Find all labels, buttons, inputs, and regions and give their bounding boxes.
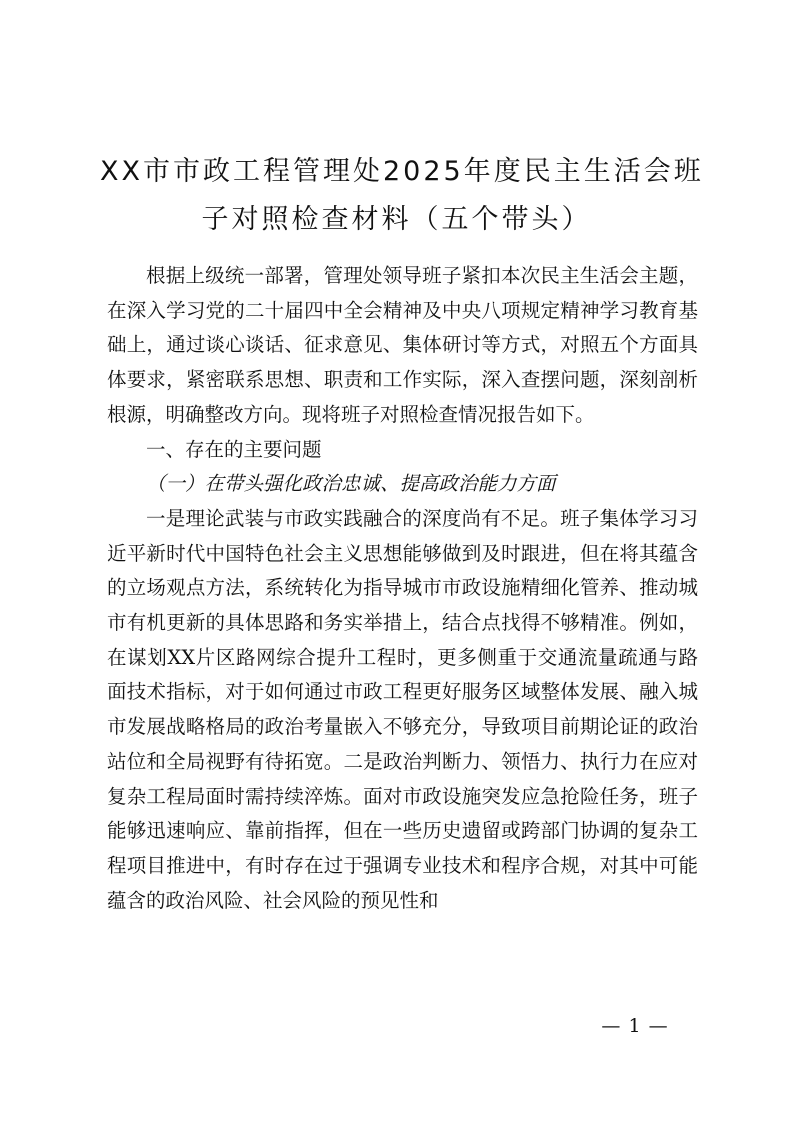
body-paragraph: 一是理论武装与市政实践融合的深度尚有不足。班子集体学习习近平新时代中国特色社会主义思想能够做到及时跟进，但在将其蕴含的立场观点方法，系统转化为指导城市市政设施精细化管养、推动城市有机更新的具体思路和务实举措上，结合点找得不够精准。例如，在谋划XX片区路网综合提升工程时，更多侧重于交通流量疏通与路面技术指标，对于如何通过市政工程更好服务区域整体发展、融入城市发展战略格局的政治考量嵌入不够充分，导致项目前期论证的政治站位和全局视野有待拓宽。二是政治判断力、领悟力、执行力在应对复杂工程局面时需持续淬炼。面对市政设施突发应急抢险任务，班子能够迅速响应、靠前指挥，但在一些历史遗留或跨部门协调的复杂工程项目推进中，有时存在过于强调专业技术和程序合规，对其中可能蕴含的政治风险、社会风险的预见性和 <box>107 506 698 912</box>
page-number: — 1 — <box>601 1015 669 1037</box>
section-heading: 一、存在的主要问题 <box>146 437 322 461</box>
document-body <box>107 259 698 918</box>
intro-paragraph: 根据上级统一部署，管理处领导班子紧扣本次民主生活会主题，在深入学习党的二十届四中全会精神及中央八项规定精神学习教育基础上，通过谈心谈话、征求意见、集体研讨等方式，对照五个方面具体要求，紧密联系思想、职责和工作实际，深入查摆问题，深刻剖析根源，明确整改方向。现将班子对照检查情况报告如下。 <box>107 264 698 426</box>
title-line-1: XX市市政工程管理处2025年度民主生活会班 <box>100 156 704 187</box>
document-title <box>100 148 704 244</box>
title-line-2: 子对照检查材料（五个带头） <box>201 204 592 235</box>
subsection-heading: （一）在带头强化政治忠诚、提高政治能力方面 <box>146 472 556 496</box>
